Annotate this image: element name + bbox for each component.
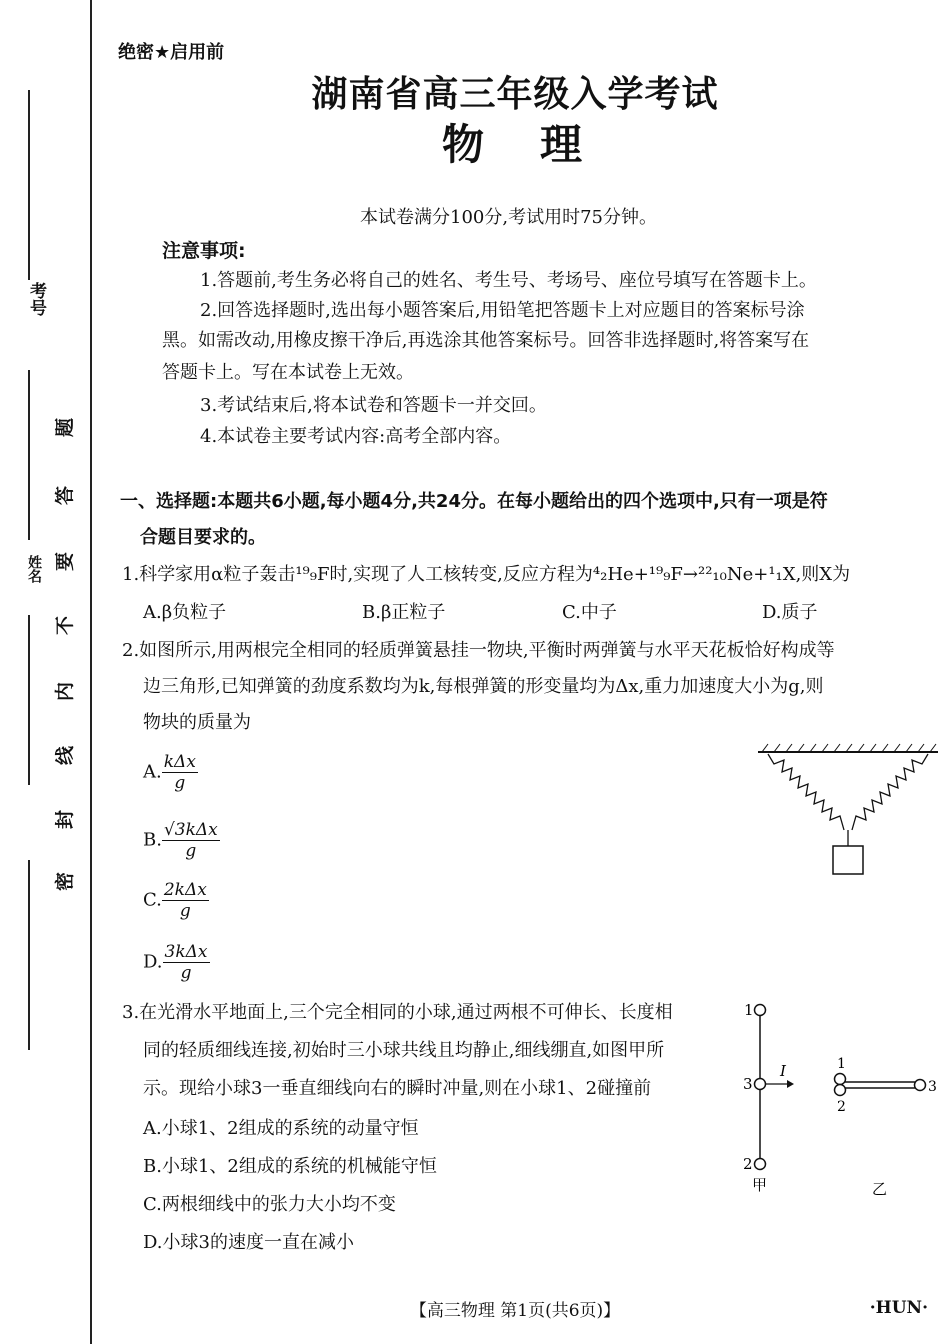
fig-a-caption: 甲 [752, 1176, 768, 1194]
notice-item-4: 4.本试卷主要考试内容:高考全部内容。 [200, 426, 512, 447]
ceiling-hatch [762, 744, 936, 752]
fig-a-label-3: 3 [743, 1075, 753, 1093]
seal-word-1: 封 [54, 809, 77, 830]
name-underline-2 [28, 615, 30, 785]
section-heading-line2: 合题目要求的。 [140, 527, 266, 548]
q2-option-b-num: √3kΔx [163, 820, 218, 840]
fig-b-ball-3 [915, 1080, 926, 1091]
seal-word-2: 线 [54, 745, 77, 766]
q1-option-d: D.质子 [762, 602, 818, 623]
exam-number-label: 考号 [26, 282, 46, 316]
q2-option-c-den: g [179, 901, 191, 921]
notice-heading: 注意事项: [162, 240, 246, 262]
q2-option-d-den: g [180, 963, 192, 983]
q2-spring-figure [756, 740, 940, 880]
fig-a-label-1: 1 [744, 1001, 754, 1019]
q3-line-2: 同的轻质细线连接,初始时三小球共线且均静止,细线绷直,如图甲所 [143, 1040, 665, 1061]
q2-option-b-den: g [185, 841, 197, 861]
notice-item-1: 1.答题前,考生务必将自己的姓名、考生号、考场号、座位号填写在答题卡上。 [200, 270, 817, 291]
q2-option-d-label: D. [143, 951, 163, 973]
section-heading-line1: 一、选择题:本题共6小题,每小题4分,共24分。在每小题给出的四个选项中,只有一项是符 [120, 491, 828, 512]
q3-option-d: D.小球3的速度一直在减小 [143, 1232, 354, 1253]
name-label: 姓名 [26, 555, 42, 583]
exam-info: 本试卷满分100分,考试用时75分钟。 [360, 207, 657, 228]
notice-item-3: 3.考试结束后,将本试卷和答题卡一并交回。 [200, 395, 547, 416]
q3-option-c: C.两根细线中的张力大小均不变 [143, 1194, 396, 1215]
block [833, 846, 863, 874]
seal-word-4: 不 [54, 615, 77, 636]
fig-b-caption: 乙 [872, 1180, 888, 1198]
subject-title: 物理 [441, 120, 638, 169]
notice-item-2-cont2: 答题卡上。写在本试卷上无效。 [162, 362, 414, 383]
q2-option-a-num: kΔx [163, 752, 196, 772]
page-footer: 【高三物理 第1页(共6页)】 [409, 1301, 621, 1321]
q2-option-c-label: C. [143, 889, 162, 911]
fig-b-ball-1 [835, 1074, 846, 1085]
seal-word-0: 密 [54, 871, 77, 892]
fig-a-ball-1 [755, 1005, 766, 1016]
impulse-arrowhead [787, 1080, 794, 1088]
confidential-mark: 绝密★启用前 [118, 42, 225, 63]
fig-b-label-1: 1 [837, 1056, 846, 1072]
fig-b-ball-2 [835, 1085, 846, 1096]
seat-underline [28, 860, 30, 1050]
notice-item-2-cont: 黑。如需改动,用橡皮擦干净后,再选涂其他答案标号。回答非选择题时,将答案写在 [162, 330, 810, 351]
q3-option-b: B.小球1、2组成的系统的机械能守恒 [143, 1156, 437, 1177]
q2-option-d-num: 3kΔx [164, 942, 208, 962]
q2-line-1: 2.如图所示,用两根完全相同的轻质弹簧悬挂一物块,平衡时两弹簧与水平天花板恰好构成等 [122, 640, 835, 661]
q1-option-b: B.β正粒子 [362, 602, 446, 623]
region-code: ·HUN· [869, 1298, 928, 1318]
q2-option-d [143, 942, 210, 983]
impulse-label: I [780, 1062, 786, 1080]
q1-option-a: A.β负粒子 [143, 602, 227, 623]
fig-b-label-3: 3 [928, 1079, 937, 1095]
name-underline [28, 370, 30, 540]
seal-word-6: 答 [54, 485, 77, 506]
q2-line-2: 边三角形,已知弹簧的劲度系数均为k,每根弹簧的形变量均为Δx,重力加速度大小为g,则 [143, 676, 824, 697]
q3-figure [736, 996, 946, 1206]
q2-option-b-label: B. [143, 829, 162, 851]
q3-option-a: A.小球1、2组成的系统的动量守恒 [143, 1118, 419, 1139]
q2-option-a-den: g [174, 773, 186, 793]
fig-b-label-2: 2 [837, 1099, 846, 1115]
binding-line [90, 0, 92, 1344]
q2-option-c [143, 880, 209, 921]
notice-item-2: 2.回答选择题时,选出每小题答案后,用铅笔把答题卡上对应题目的答案标号涂 [200, 300, 805, 321]
fig-a-ball-2 [755, 1159, 766, 1170]
q1-stem: 1.科学家用α粒子轰击¹⁹₉F时,实现了人工核转变,反应方程为⁴₂He+¹⁹₉F→²²₁₀Ne+¹₁X,则X为 [122, 564, 851, 585]
q3-line-1: 3.在光滑水平地面上,三个完全相同的小球,通过两根不可伸长、长度相 [122, 1002, 673, 1023]
exam-title: 湖南省高三年级入学考试 [311, 74, 719, 115]
q2-option-a [143, 752, 198, 793]
seal-word-5: 要 [54, 551, 77, 572]
q2-option-a-label: A. [143, 761, 162, 783]
q2-option-b [143, 820, 220, 861]
q2-line-3: 物块的质量为 [143, 712, 251, 733]
fig-a-label-2: 2 [743, 1155, 753, 1173]
q1-option-c: C.中子 [562, 602, 617, 623]
q2-option-c-num: 2kΔx [163, 880, 207, 900]
q3-line-3: 示。现给小球3一垂直细线向右的瞬时冲量,则在小球1、2碰撞前 [143, 1078, 652, 1099]
left-spring [768, 754, 844, 830]
seal-word-3: 内 [54, 681, 77, 702]
section-heading [120, 484, 940, 556]
fig-a-ball-3 [755, 1079, 766, 1090]
right-spring [852, 754, 928, 830]
seal-word-7: 题 [54, 417, 77, 438]
